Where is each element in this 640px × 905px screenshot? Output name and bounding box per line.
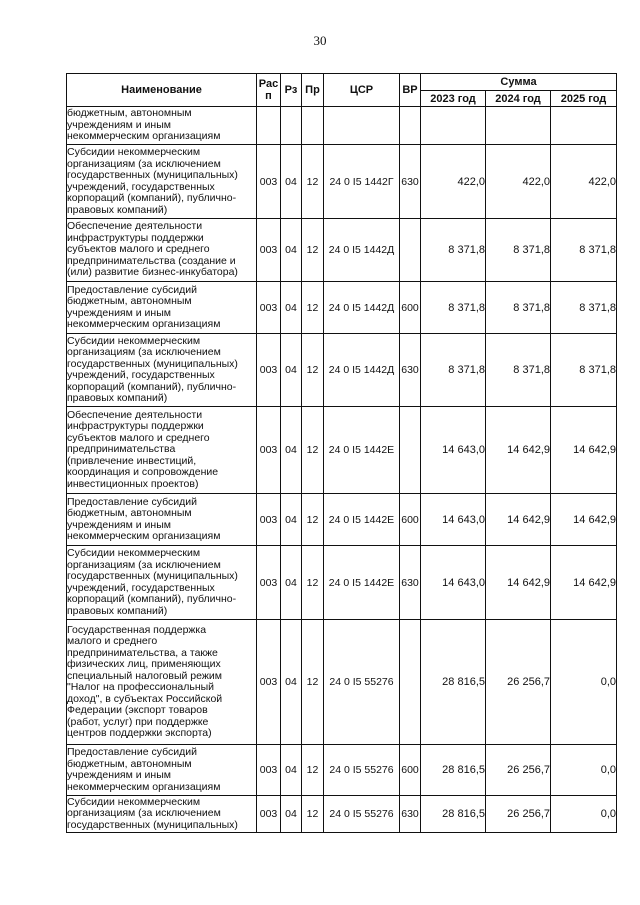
header-rz: Рз	[281, 74, 302, 107]
table-cell-rz: 04	[281, 145, 302, 219]
table-cell-vr: 630	[400, 334, 421, 407]
table-cell-name: Субсидии некоммерческим организациям (за исключением государственных (муниципальных)	[67, 796, 257, 833]
table-cell-rasp: 003	[257, 407, 281, 494]
table-cell-2023: 28 816,5	[421, 745, 486, 796]
table-cell-rasp: 003	[257, 745, 281, 796]
table-cell-rz: 04	[281, 494, 302, 546]
table-row	[67, 494, 617, 546]
table-cell-name: Предоставление субсидий бюджетным, автономным учреждениям и иным некоммерческим организациям	[67, 494, 257, 546]
table-cell-rasp: 003	[257, 620, 281, 745]
table-cell-rz: 04	[281, 407, 302, 494]
table-cell-rz	[281, 107, 302, 145]
table-cell-2023: 8 371,8	[421, 219, 486, 282]
table-row	[67, 546, 617, 620]
table-cell-vr: 600	[400, 282, 421, 334]
table-row	[67, 334, 617, 407]
table-cell-pr: 12	[302, 494, 324, 546]
table-cell-pr: 12	[302, 282, 324, 334]
table-body	[67, 107, 617, 833]
table-cell-pr: 12	[302, 334, 324, 407]
table-cell-csr: 24 0 I5 1442Е	[324, 407, 400, 494]
table-cell-rasp: 003	[257, 145, 281, 219]
header-pr: Пр	[302, 74, 324, 107]
table-cell-name: Обеспечение деятельности инфраструктуры поддержки субъектов малого и среднего предпринимательства (привлечение инвестиций, координация и сопровождение инвестиционных проектов)	[67, 407, 257, 494]
table-cell-pr: 12	[302, 745, 324, 796]
table-cell-rz: 04	[281, 219, 302, 282]
table-cell-rz: 04	[281, 745, 302, 796]
table-cell-rz: 04	[281, 796, 302, 833]
table-row	[67, 219, 617, 282]
table-cell-vr: 600	[400, 745, 421, 796]
table-cell-2023: 8 371,8	[421, 334, 486, 407]
table-cell-2024: 8 371,8	[486, 334, 551, 407]
table-cell-rasp: 003	[257, 219, 281, 282]
table-cell-pr: 12	[302, 796, 324, 833]
table-cell-vr	[400, 107, 421, 145]
table-cell-rasp: 003	[257, 334, 281, 407]
table-row	[67, 796, 617, 833]
table-cell-2023: 422,0	[421, 145, 486, 219]
header-csr: ЦСР	[324, 74, 400, 107]
table-row	[67, 407, 617, 494]
table-cell-2025: 8 371,8	[551, 282, 617, 334]
table-cell-2024: 8 371,8	[486, 219, 551, 282]
table-cell-csr: 24 0 I5 55276	[324, 796, 400, 833]
header-rasp: Рас п	[257, 74, 281, 107]
table-cell-2025: 0,0	[551, 745, 617, 796]
table-cell-rasp: 003	[257, 494, 281, 546]
budget-table	[66, 73, 617, 833]
table-row	[67, 745, 617, 796]
table-cell-csr: 24 0 I5 1442Е	[324, 546, 400, 620]
table-cell-csr: 24 0 I5 1442Д	[324, 334, 400, 407]
table-cell-2023: 14 643,0	[421, 407, 486, 494]
table-row	[67, 282, 617, 334]
table-cell-2023	[421, 107, 486, 145]
table-cell-rasp	[257, 107, 281, 145]
table-cell-name: Государственная поддержка малого и среднего предпринимательства, а также физических лиц, применяющих специальный налоговый режим "Налог на профессиональный доход", в субъектах Российской Федерации (экспорт товаров (работ, услуг) при поддержке центров поддержки экспорта)	[67, 620, 257, 745]
table-cell-csr: 24 0 I5 55276	[324, 620, 400, 745]
table-cell-csr: 24 0 I5 1442Д	[324, 282, 400, 334]
table-cell-2024: 14 642,9	[486, 407, 551, 494]
table-cell-2023: 28 816,5	[421, 620, 486, 745]
table-cell-name: Обеспечение деятельности инфраструктуры поддержки субъектов малого и среднего предпринимательства (создание и (или) развитие бизнес-инкубатора)	[67, 219, 257, 282]
table-cell-pr: 12	[302, 219, 324, 282]
table-cell-rz: 04	[281, 620, 302, 745]
table-cell-vr: 600	[400, 494, 421, 546]
table-cell-pr: 12	[302, 546, 324, 620]
page-number: 30	[313, 33, 327, 48]
table-cell-2025: 422,0	[551, 145, 617, 219]
table-cell-2024: 26 256,7	[486, 796, 551, 833]
table-cell-vr	[400, 407, 421, 494]
table-cell-rasp: 003	[257, 282, 281, 334]
table-cell-2025: 14 642,9	[551, 494, 617, 546]
table-cell-2024: 422,0	[486, 145, 551, 219]
table-cell-2023: 14 643,0	[421, 494, 486, 546]
table-cell-2023: 28 816,5	[421, 796, 486, 833]
table-row	[67, 107, 617, 145]
table-cell-name: бюджетным, автономным учреждениям и иным некоммерческим организациям	[67, 107, 257, 145]
table-cell-csr: 24 0 I5 1442Д	[324, 219, 400, 282]
header-2023: 2023 год	[421, 91, 486, 107]
table-cell-name: Предоставление субсидий бюджетным, автономным учреждениям и иным некоммерческим организациям	[67, 282, 257, 334]
table-cell-2024: 26 256,7	[486, 745, 551, 796]
table-cell-2025: 0,0	[551, 796, 617, 833]
table-cell-csr: 24 0 I5 1442Е	[324, 494, 400, 546]
table-cell-csr: 24 0 I5 55276	[324, 745, 400, 796]
table-cell-rasp: 003	[257, 796, 281, 833]
table-cell-name: Субсидии некоммерческим организациям (за исключением государственных (муниципальных) учреждений, государственных корпораций (компаний), публично- правовых компаний)	[67, 546, 257, 620]
header-2025: 2025 год	[551, 91, 617, 107]
table-cell-vr	[400, 620, 421, 745]
table-cell-name: Субсидии некоммерческим организациям (за исключением государственных (муниципальных) учреждений, государственных корпораций (компаний), публично- правовых компаний)	[67, 145, 257, 219]
table-cell-csr	[324, 107, 400, 145]
table-row	[67, 620, 617, 745]
header-vr: ВР	[400, 74, 421, 107]
table-cell-2023: 14 643,0	[421, 546, 486, 620]
table-cell-csr: 24 0 I5 1442Г	[324, 145, 400, 219]
table-cell-2025: 0,0	[551, 620, 617, 745]
table-cell-name: Предоставление субсидий бюджетным, автономным учреждениям и иным некоммерческим организациям	[67, 745, 257, 796]
table-cell-2024	[486, 107, 551, 145]
table-cell-rz: 04	[281, 334, 302, 407]
table-cell-rz: 04	[281, 546, 302, 620]
table-cell-rz: 04	[281, 282, 302, 334]
table-cell-vr: 630	[400, 546, 421, 620]
header-2024: 2024 год	[486, 91, 551, 107]
table-cell-2024: 26 256,7	[486, 620, 551, 745]
table-cell-name: Субсидии некоммерческим организациям (за исключением государственных (муниципальных) учреждений, государственных корпораций (компаний), публично- правовых компаний)	[67, 334, 257, 407]
table-cell-2025: 14 642,9	[551, 407, 617, 494]
table-cell-2025	[551, 107, 617, 145]
table-cell-rasp: 003	[257, 546, 281, 620]
table-cell-2024: 14 642,9	[486, 494, 551, 546]
table-cell-pr: 12	[302, 407, 324, 494]
table-row	[67, 145, 617, 219]
table-cell-vr	[400, 219, 421, 282]
table-cell-vr: 630	[400, 796, 421, 833]
table-cell-pr: 12	[302, 145, 324, 219]
table-cell-2023: 8 371,8	[421, 282, 486, 334]
table-cell-pr	[302, 107, 324, 145]
table-cell-2024: 8 371,8	[486, 282, 551, 334]
table-cell-2025: 8 371,8	[551, 219, 617, 282]
header-name: Наименование	[67, 74, 257, 107]
table-cell-vr: 630	[400, 145, 421, 219]
table-header	[67, 74, 617, 107]
table-cell-2024: 14 642,9	[486, 546, 551, 620]
table-cell-2025: 8 371,8	[551, 334, 617, 407]
header-sum: Сумма	[421, 74, 617, 91]
table-cell-2025: 14 642,9	[551, 546, 617, 620]
table-cell-pr: 12	[302, 620, 324, 745]
